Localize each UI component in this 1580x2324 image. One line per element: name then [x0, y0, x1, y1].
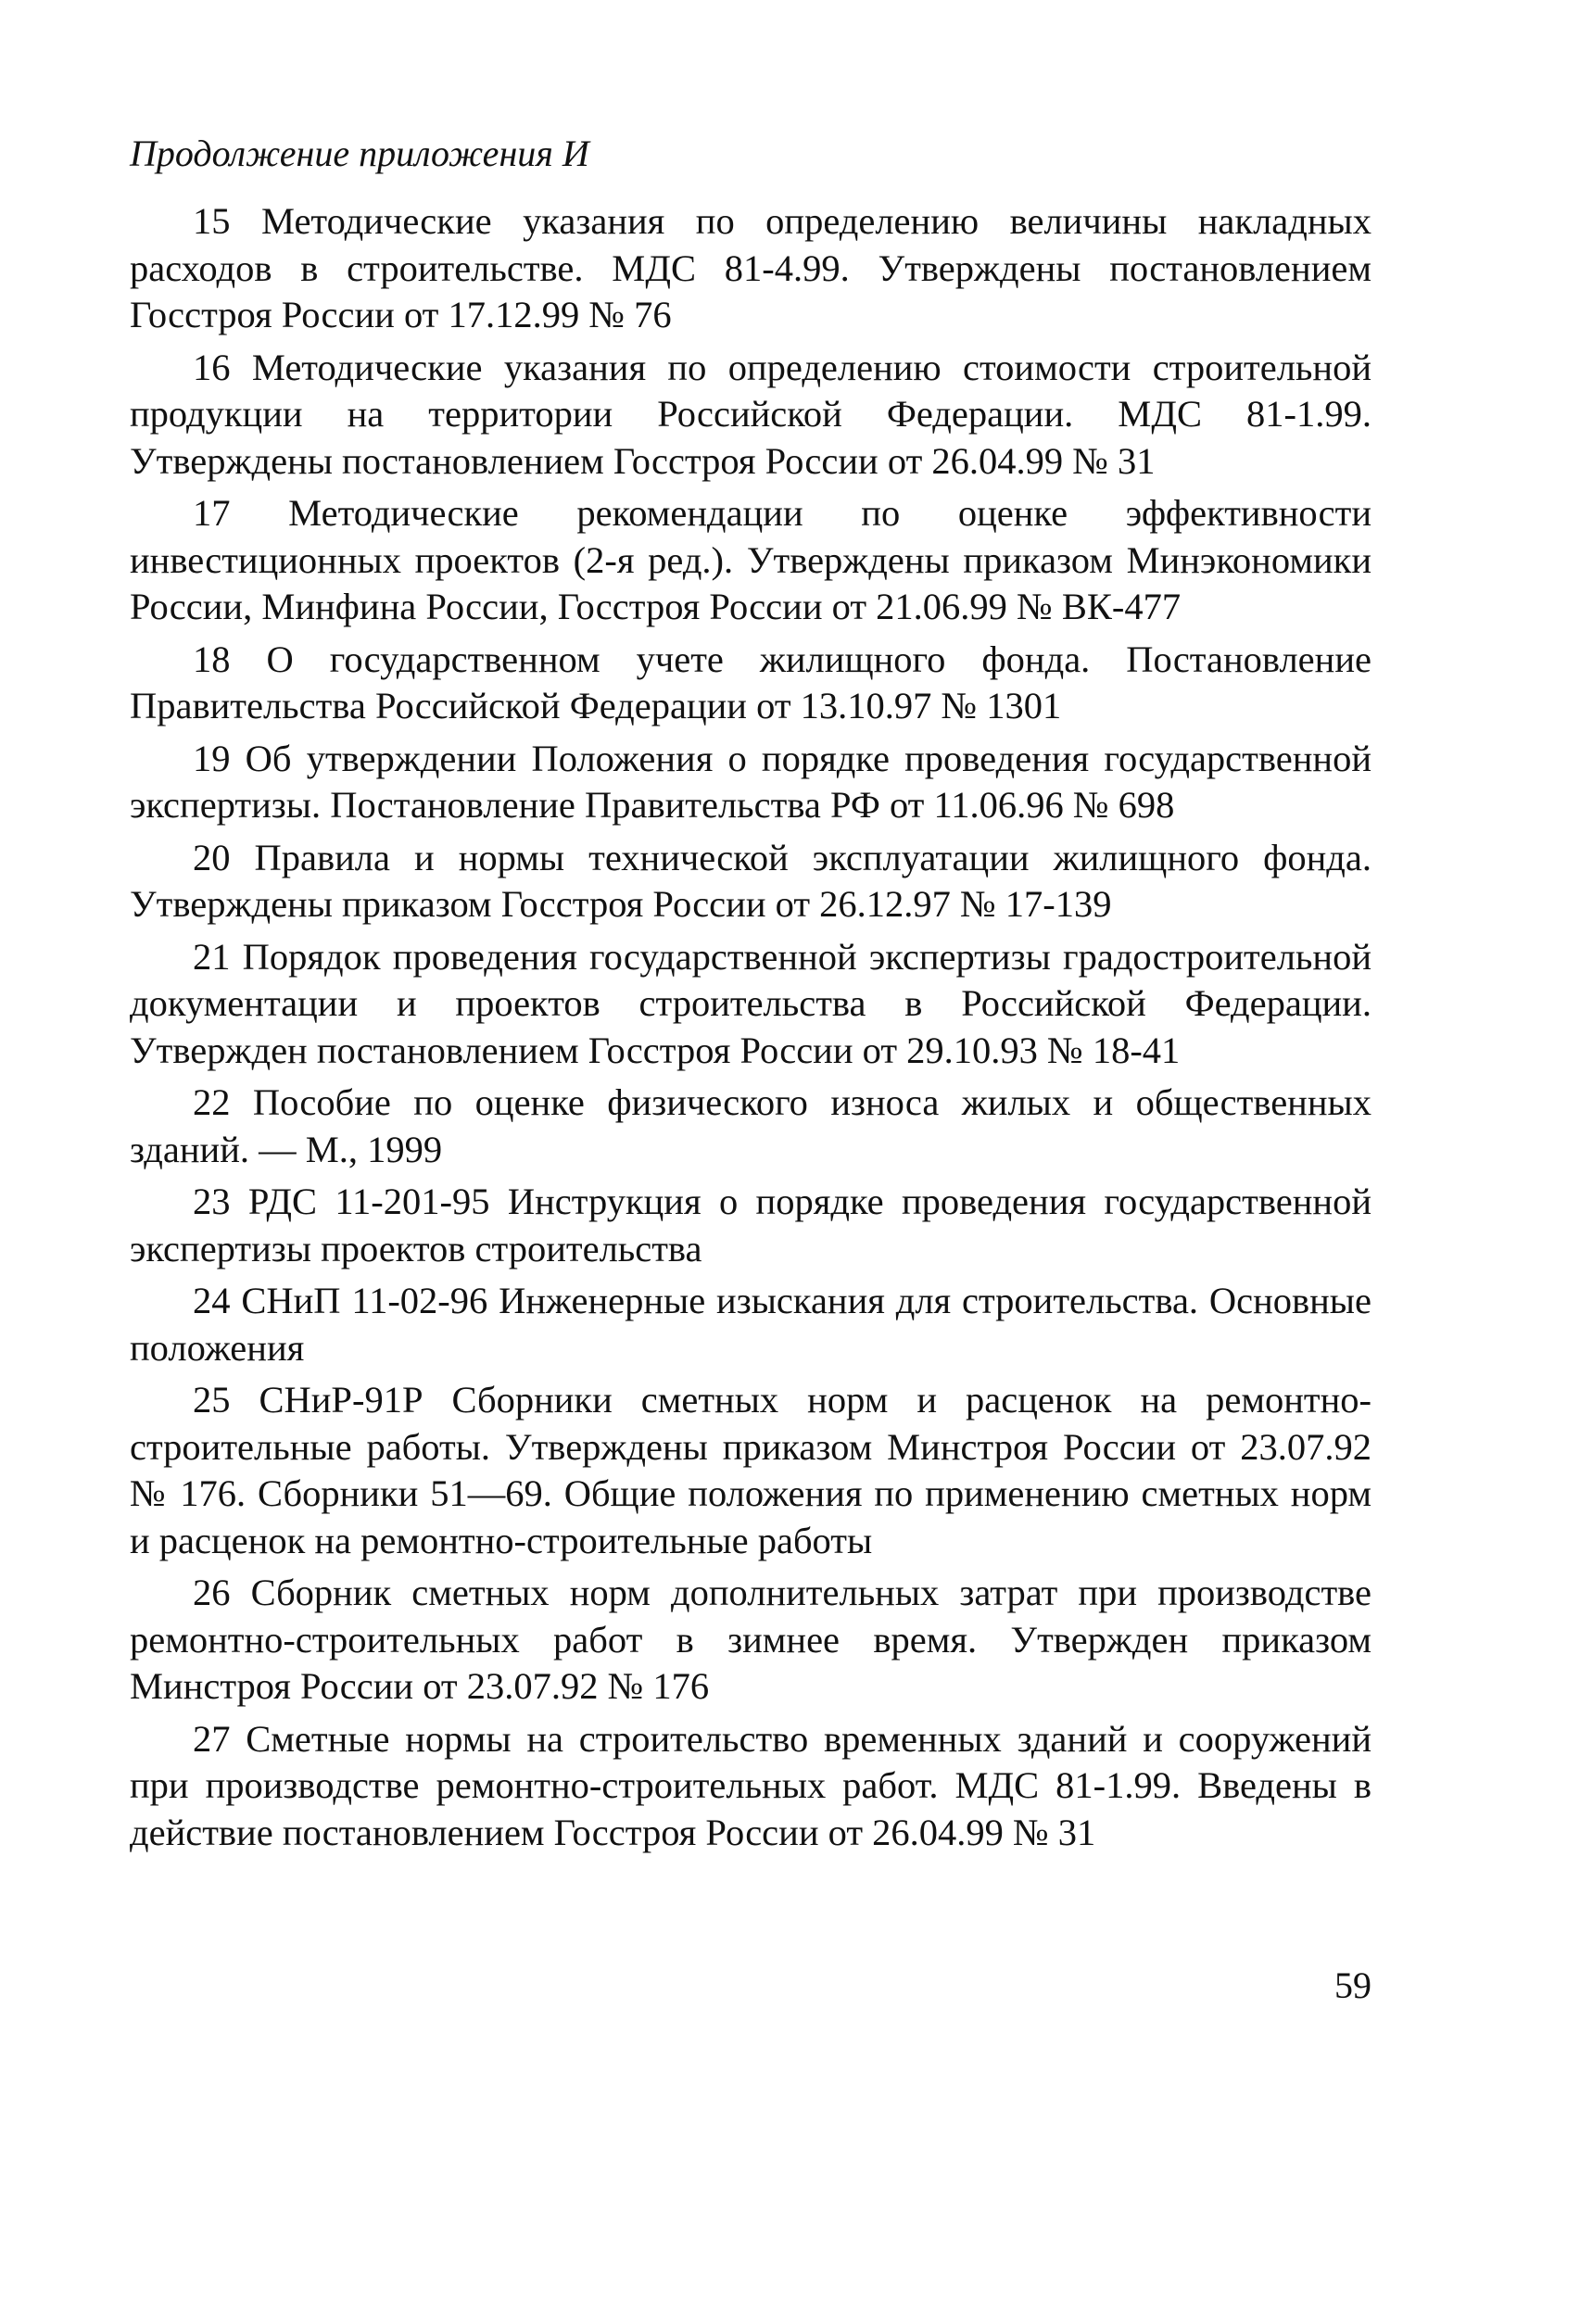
reference-item: 20 Правила и нормы технической эксплуатации жилищного фонда. Утверждены приказом Госстроя России от 26.12.97 № 17-139	[130, 836, 1371, 925]
reference-item: 19 Об утверждении Положения о порядке проведения государственной экспертизы. Постановление Правительства РФ от 11.06.96 № 698	[130, 737, 1371, 826]
reference-item: 17 Методические рекомендации по оценке эффективности инвестиционных проектов (2-я ред.). Утверждены приказом Минэкономики России, Минфина России, Госстроя России от 21.06.99 № ВК-477	[130, 492, 1371, 627]
reference-item: 26 Сборник сметных норм дополнительных затрат при производстве ремонтно-строительных работ в зимнее время. Утвержден приказом Минстроя России от 23.07.92 № 176	[130, 1572, 1371, 1707]
reference-item: 16 Методические указания по определению стоимости строительной продукции на территории Российской Федерации. МДС 81-1.99. Утверждены постановлением Госстроя России от 26.04.99 № 31	[130, 346, 1371, 482]
reference-item: 23 РДС 11-201-95 Инструкция о порядке проведения государственной экспертизы проектов строительства	[130, 1181, 1371, 1269]
reference-item: 25 СНиР-91Р Сборники сметных норм и расценок на ремонтно-строительные работы. Утверждены приказом Минстроя России от 23.07.92 № 176. Сборники 51—69. Общие положения по применению сметных норм и расценок на ремонтно-строительные работы	[130, 1379, 1371, 1561]
reference-item: 15 Методические указания по определению величины накладных расходов в строительстве. МДС 81-4.99. Утверждены постановлением Госстроя России от 17.12.99 № 76	[130, 200, 1371, 335]
appendix-continuation-header: Продолжение приложения И	[130, 133, 589, 174]
reference-list	[130, 198, 1371, 1856]
reference-item: 22 Пособие по оценке физического износа жилых и общественных зданий. — М., 1999	[130, 1081, 1371, 1170]
reference-item: 18 О государственном учете жилищного фонда. Постановление Правительства Российской Федерации от 13.10.97 № 1301	[130, 638, 1371, 726]
page-number: 59	[1334, 1964, 1371, 2006]
reference-item: 27 Сметные нормы на строительство временных зданий и сооружений при производстве ремонтно-строительных работ. МДС 81-1.99. Введены в действие постановлением Госстроя России от 26.04.99 № 31	[130, 1717, 1371, 1853]
reference-item: 21 Порядок проведения государственной экспертизы градостроительной документации и проектов строительства в Российской Федерации. Утвержден постановлением Госстроя России от 29.10.93 № 18-41	[130, 935, 1371, 1071]
reference-item: 24 СНиП 11-02-96 Инженерные изыскания для строительства. Основные положения	[130, 1280, 1371, 1369]
document-page	[130, 130, 1371, 1862]
